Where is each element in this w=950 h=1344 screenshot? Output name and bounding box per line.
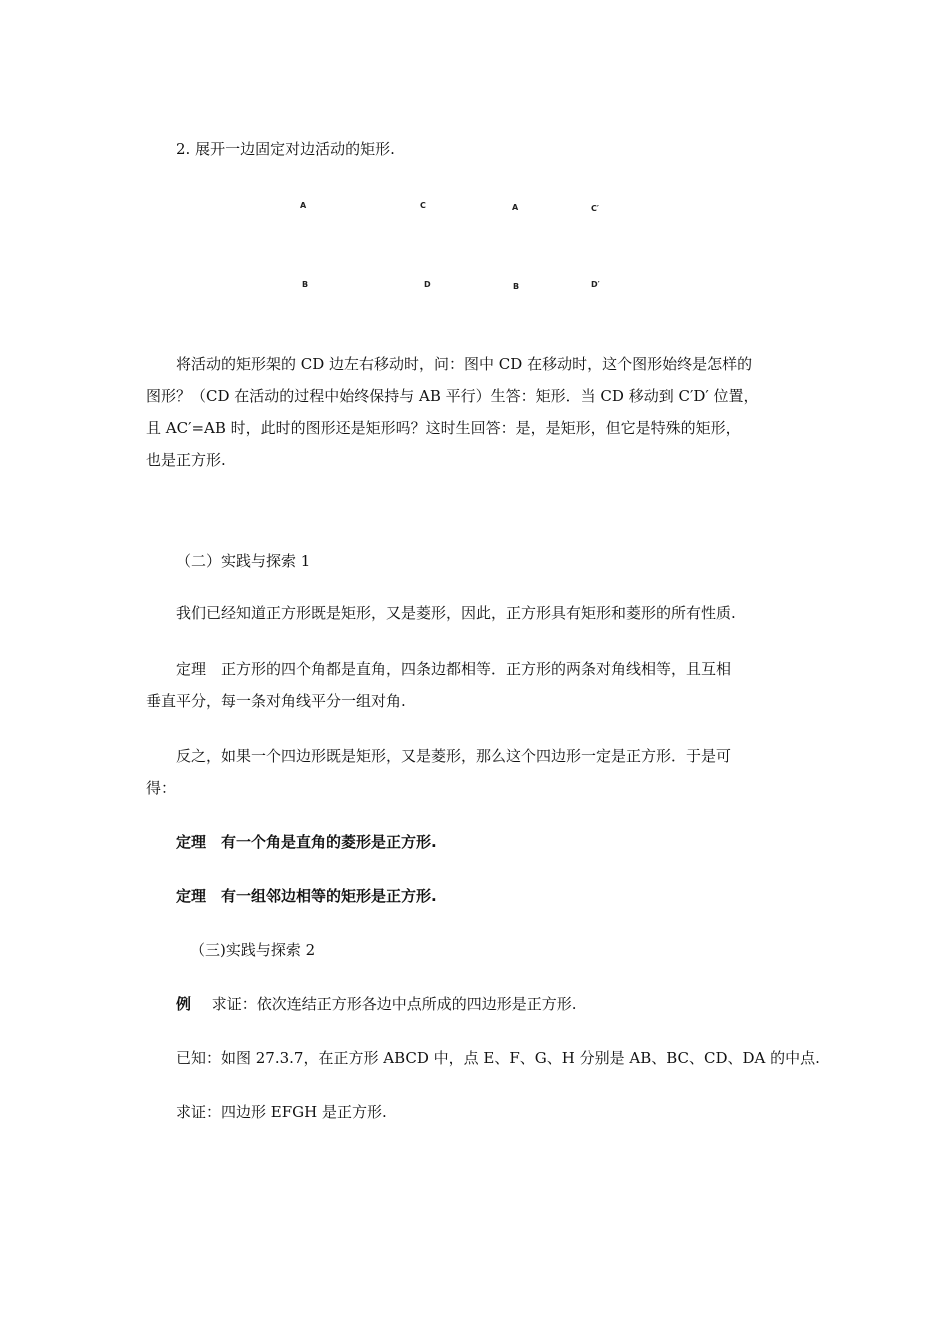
para1-line2: 图形？（CD 在活动的过程中始终保持与 AB 平行）生答：矩形．当 CD 移动到 C′D′ 位置， [146,387,759,405]
given-statement: 已知：如图 27.3.7，在正方形 ABCD 中，点 E、F、G、H 分别是 AB、BC、CD、DA 的中点. [176,1049,820,1067]
section-title-practice-1: （二）实践与探索 1 [176,552,311,570]
figure-label-b2: B [513,282,520,291]
figure-label-b: B [302,280,309,289]
theorem1-line1: 定理 正方形的四个角都是直角，四条边都相等．正方形的两条对角线相等，且互相 [176,660,732,678]
figure-label-c: C [420,201,426,210]
figure-label-d-prime: D′ [591,280,600,289]
figure-label-a: A [300,201,307,210]
para3-line1: 反之，如果一个四边形既是矩形，又是菱形，那么这个四边形一定是正方形．于是可 [176,747,732,765]
example-line [176,994,577,1014]
theorem-rectangle-adjacent-sides: 定理 有一组邻边相等的矩形是正方形. [176,887,437,905]
heading: 2. 展开一边固定对边活动的矩形. [176,140,395,158]
figure-label-d: D [424,280,431,289]
figure-label-c-prime: C′ [591,204,599,213]
para1-line4: 也是正方形. [146,451,226,469]
section-title-practice-2: （三)实践与探索 2 [190,941,316,959]
theorem1-line2: 垂直平分，每一条对角线平分一组对角. [146,692,406,710]
para3-line2: 得： [146,779,177,797]
para1-line1: 将活动的矩形架的 CD 边左右移动时，问：图中 CD 在移动时，这个图形始终是怎样的 [176,355,753,373]
example-label: 例 [176,995,192,1013]
figure-label-a2: A [512,203,519,212]
theorem-rhombus-right-angle: 定理 有一个角是直角的菱形是正方形. [176,833,437,851]
prove-statement: 求证：四边形 EFGH 是正方形. [176,1103,387,1121]
example-text: 求证：依次连结正方形各边中点所成的四边形是正方形. [211,995,577,1013]
paragraph-square-properties: 我们已经知道正方形既是矩形，又是菱形，因此，正方形具有矩形和菱形的所有性质. [176,604,736,622]
para1-line3: 且 AC′=AB 时，此时的图形还是矩形吗？这时生回答：是，是矩形，但它是特殊的矩形， [146,419,741,437]
